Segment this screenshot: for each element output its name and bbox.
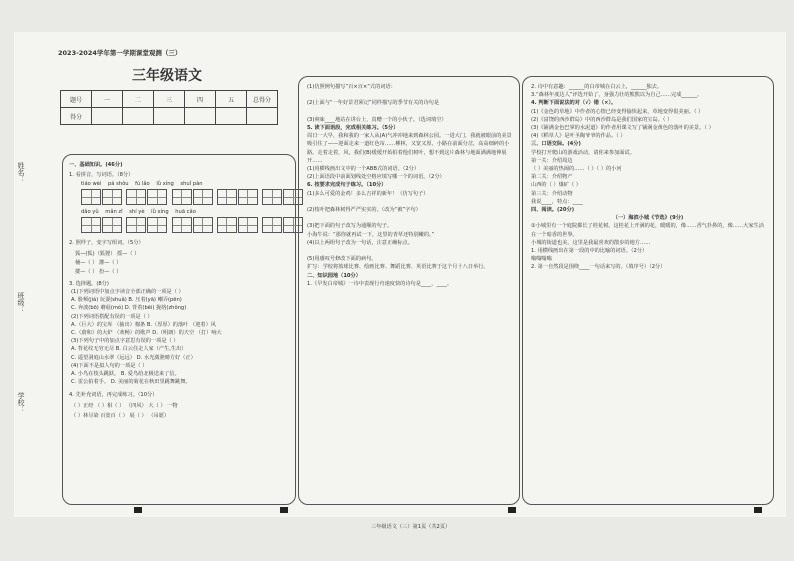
column-2 <box>298 76 520 530</box>
q2-row: 桶—（ ） 灌—（ ） <box>75 260 122 266</box>
column-3 <box>522 76 774 505</box>
school-label: 学校： <box>17 392 25 413</box>
question-2: 2. 照样子，变字写组词。（5分） <box>69 240 144 246</box>
subject-title: 三年级语文 <box>132 68 202 84</box>
q4-row: （ ）正经 （ ）相（ ） （四风） 大（ ） 一物 <box>71 403 178 409</box>
pinyin-row: tiáo wèi pá shǒu fú lǎo lǜ xíng shuǐ pàn <box>81 181 203 187</box>
class-label: 班级： <box>17 292 25 313</box>
section-heading: 一、基础知识。(46分) <box>69 162 123 168</box>
registration-mark <box>508 507 516 513</box>
col3-text: 2. 诗中有意趣：______的白帝城在白云上，______独去。 3.“森林年度达人”评选开始了，身强力壮的熊熊以为自己……完成______。 4. 判断下面说法的对（√）错（×）。 (1)《金色的草地》中作者的心情已经变得愉快起来，草地变得很美丽。（ ） (2)《富饶的西沙群岛》中的西沙群岛是我们国家的宝岛。（ ） (3)《铺满金色巴掌的水泥道》的作者用课文写了铺满金黄色的落叶的美景。（ ） (4)《稻草人》是叶圣陶爷爷的作品。（ ） 三、口语交际。(4分) 学校打开爬山的游戏活动，请你来参加面试。 第一关：介绍周边 （ ）美丽的热闹的……（ ）（ ）的小河 第二关：介绍物产 山西的（ ）煤矿（ ） 第三关：介绍动物 我说____，特点：____ 四、阅读。(20分) （一）海滨小城《节选》(9分) ①小城里有一个庭院都长了桂花树。这桂花上开满的花，暖暖的，像……香气扑鼻的，像……大家生活在一个暗香的世界。 小城的街道也美。这里是我最喜欢的散步的地方…… 1. 用横线画出在第一段的中的比喻的词语。（2分） 嗡嗡嗡嗡 2. 第一自然段是围绕____一句话来写的。（填序号）（2分） <box>531 84 764 271</box>
registration-mark <box>280 507 288 513</box>
registration-mark <box>754 507 762 513</box>
question-4: 4. 先补充词语，再完成练习。（10分） <box>69 392 158 398</box>
q4-row: （ ）林尽染 百宽百（ ） 展（ ） （吊愿） <box>71 413 170 419</box>
question-1: 1. 看拼音，写词语。（8分） <box>69 172 134 178</box>
registration-mark <box>134 507 142 513</box>
exam-header: 2023-2024学年第一学期课堂观测（三） <box>58 49 182 57</box>
col2-text: (1)仿照例句描写“百×百×”式的词语： (2)上面与“一年好景君须记”同样描写的季节有关的诗句是 (3)爽味____地站在讲台上，真赠一个的小伙子。（选词填空） 5. 读下面语段，完成相关练习。（5分） 周日一大早，我和我的一家人从(A)气冲冲地来到森林公园。一进大门，我就被眼前的美景吸引住了——迎面走来一道红色帘……柳林，又宽又厚，小路在前面分岔，高高细碎的小路。走着走着，风，我们(B)缓缓开始拍着他们树叶，想不到这片森林与地面满满地伸展开…… (1)用横线画出文中的一个ABB式的词语。（2分） (2)上面语段中前面划线处空格应填写哪一个的词语。（2分） 6. 按要求完成句子练习。（10分） (1)多么可爱的金鸡！多么吉祥的新年！（仿写句子） (2)枝叶把森林树得严严实实的。（改为“被”字句） (3)把下面的句子改写为通顺的句子。 小海牛说：“那你就再试一下，这里的青草还特别嫩的。” (4)以上两组句子改为一句话，注意正确标点。 (5)用感叹号修改下面的病句。 扩写：学校将篮球比赛、绘画比赛、舞蹈比赛、英语比赛于这个月十八日举行。 二、知识园地（10分） 1.《早发白帝城》一诗中表现行舟速度快的诗句是____，____。 <box>307 84 512 287</box>
q2-row: 搂—（ ） 扮—（ ） <box>75 269 122 275</box>
column-1 <box>62 154 296 505</box>
name-label: 姓名： <box>17 162 25 183</box>
q2-row: 狐—(狐)（狐狸） 摇—（ ） <box>75 251 140 257</box>
exam-sheet <box>14 32 786 530</box>
pinyin-row: dǎo yǔ mǎn zǐ shí yè lǜ xíng huā cǎo <box>81 209 196 215</box>
score-table: 题号 一 二 三 四 五 总得分 得分 <box>60 90 278 125</box>
q3-items: (1)下列词语中加点字读音全部正确的一项是（ ） A. 脸颊(jiá) 玩耍(shuǎ) B. 压着(yā) 嘲弄(pēn) C. 奔波(bō) 蘑菇(mó) D. 背着(bēi) 拢络(zhǒng) (2)下列词语搭配有误的一项是（ ） A.（巨大）的宝库 （抽出）棉条 B.（厚厚）的落叶 （迎着）风 C.（蔚和）的大炉 （欢畅）的歌声 D.（明朗）的天空 （打）响大 (3)下列句子中的加点字意思有误的一项是（ ） A. 背花纹无穷无尽 B. 白云住走人家（产生,生出） C. 遥望洞庭山水翠（远远） D. 水光潋滟晴方好（正） (4)下面不是拟人句的一项是（ ） A. 小鸟在枝头跳跃。 B. 爱鸟给北极送来了信。 C. 雷公拍着手。 D. 美丽的菊花在秋田里跳舞跳舞。 <box>71 289 222 386</box>
writing-grid-row[interactable] <box>81 189 304 207</box>
page-footer: 三年级语文（三）第1页（共2页） <box>371 524 451 530</box>
writing-grid-row[interactable] <box>81 217 304 235</box>
question-3: 3. 选择题。(8分) <box>69 281 109 287</box>
